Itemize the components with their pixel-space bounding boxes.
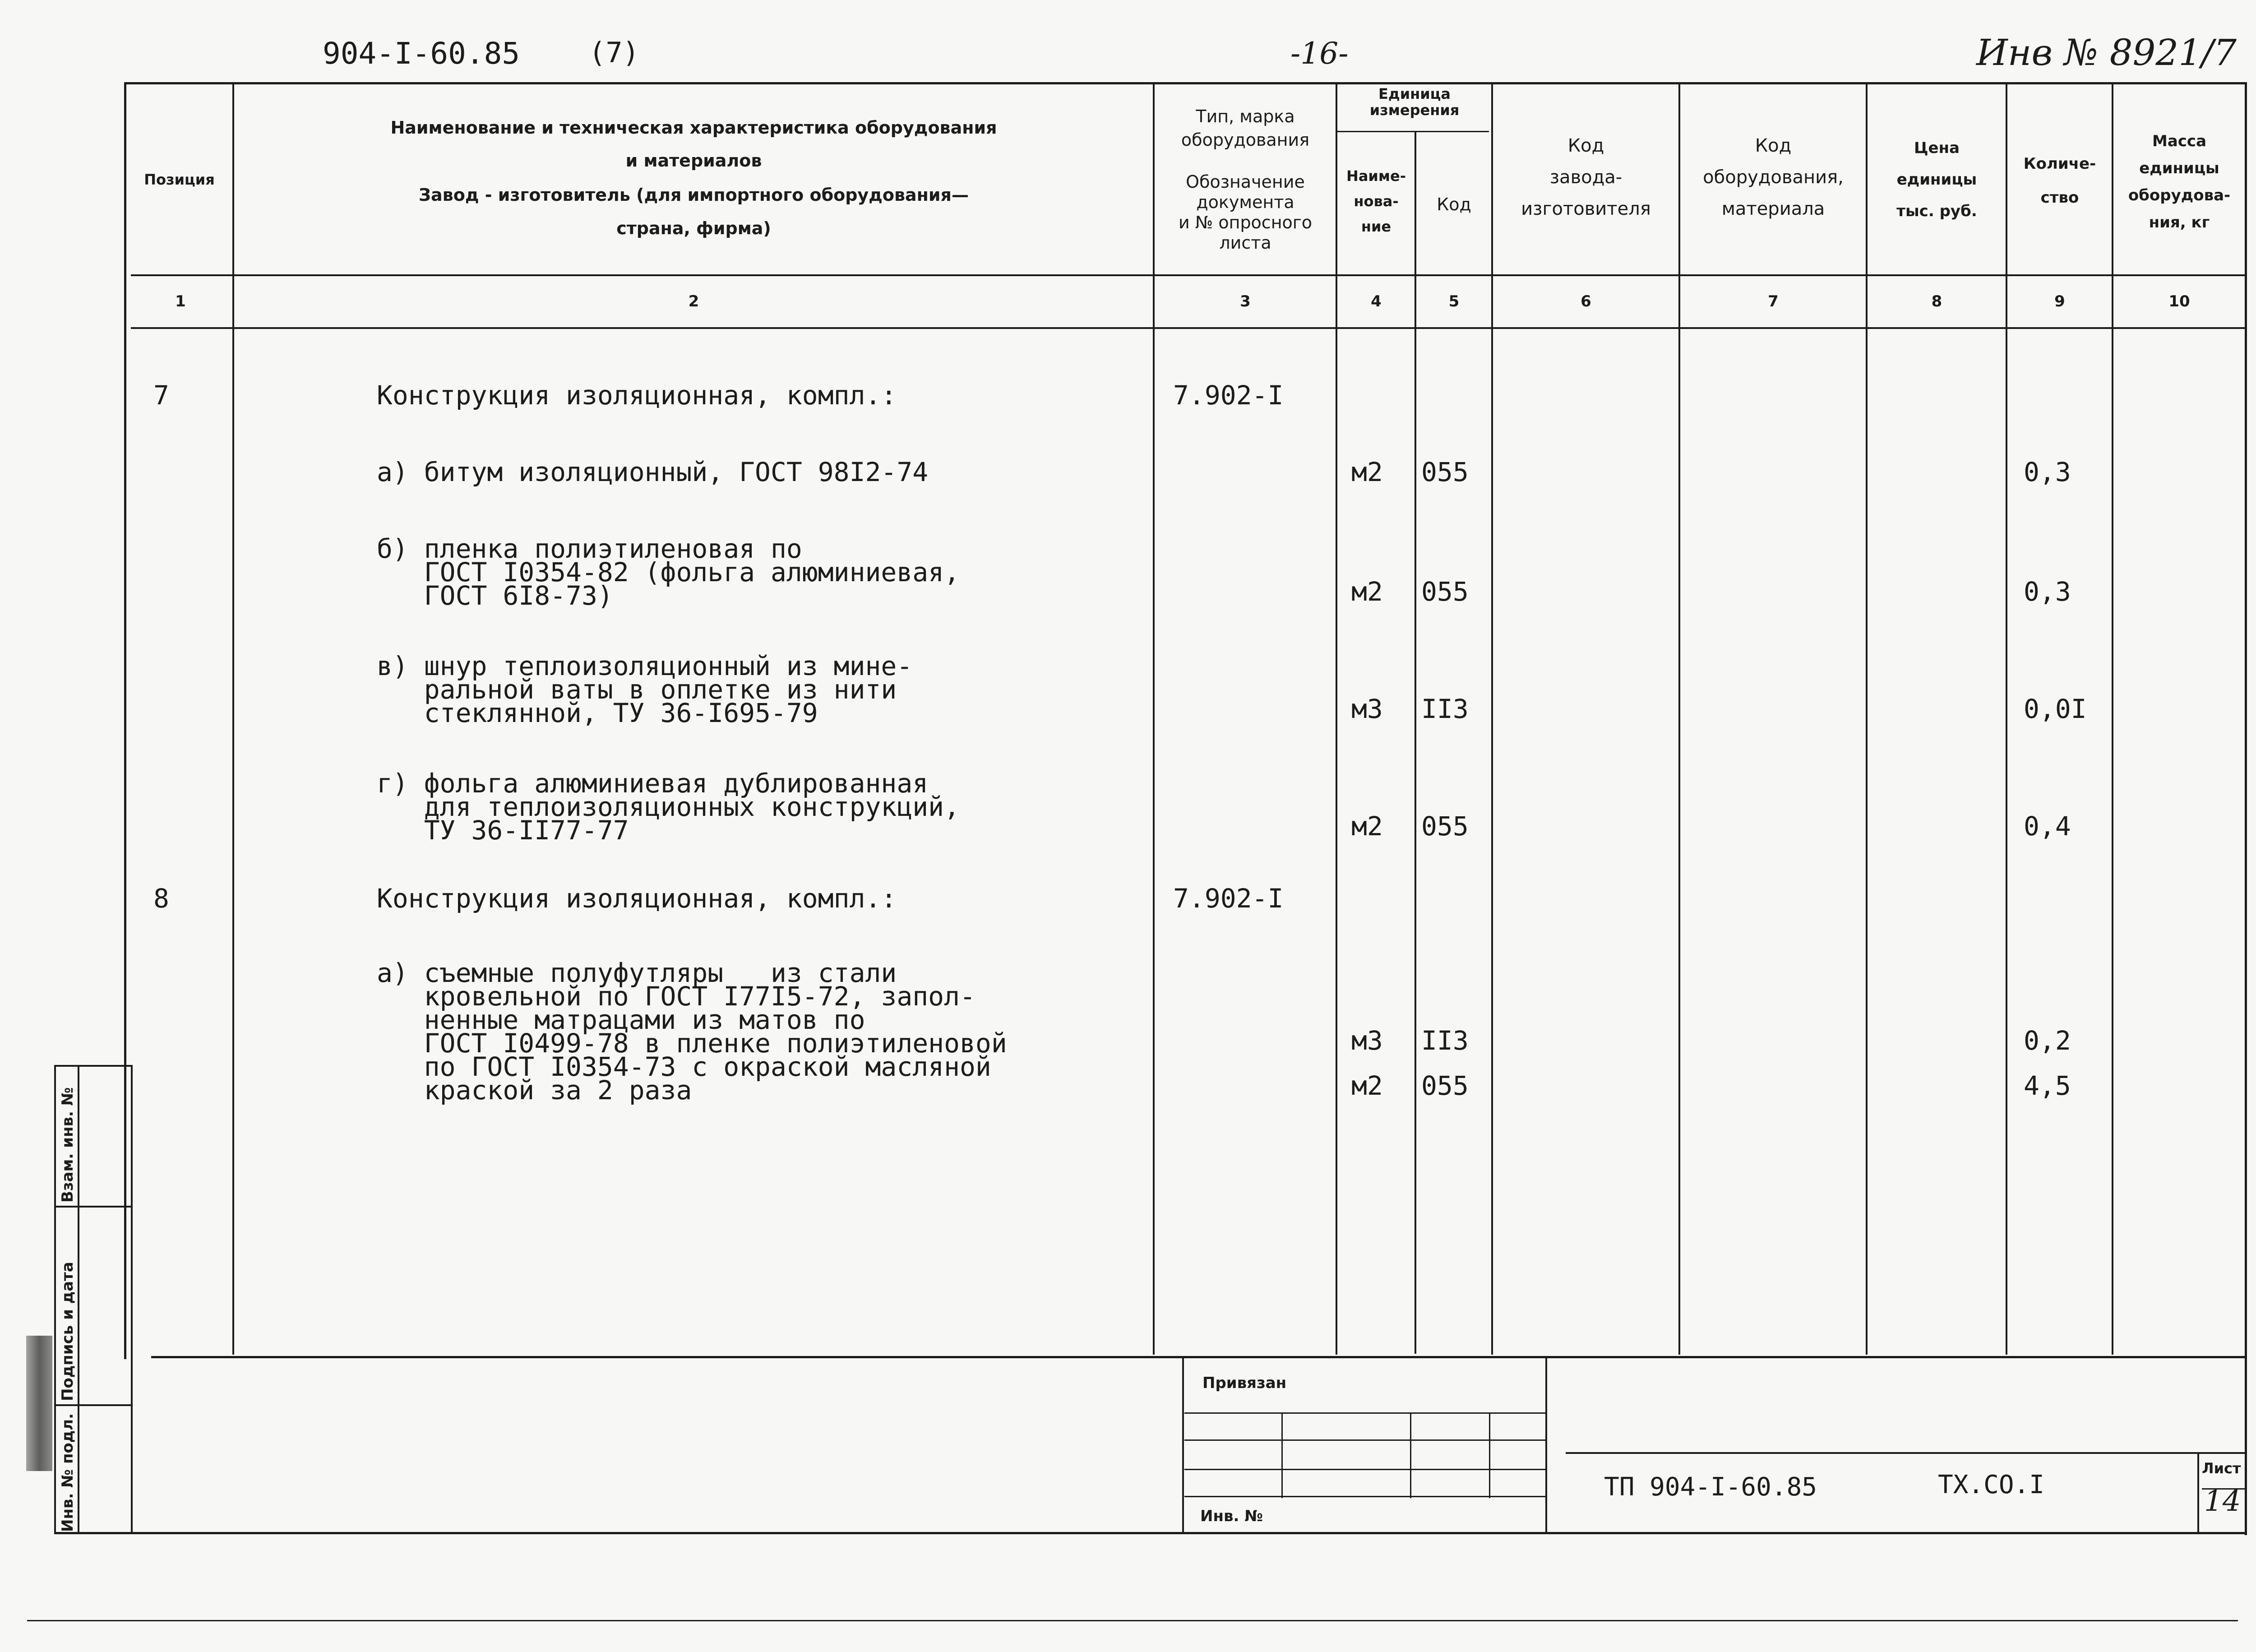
col2-header-line3: Завод - изготовитель (для импортного оборудования— (419, 185, 969, 205)
col-number: 1 (175, 292, 186, 310)
scan-smudge (26, 1336, 52, 1471)
col-number: 5 (1448, 292, 1460, 310)
col-number: 3 (1240, 292, 1251, 310)
row-name: в) шнур теплоизоляционный из мине- ральной ваты в оплетке из нити стеклянной, ТУ 36-I695-79 (377, 651, 913, 728)
col3-header-line3: Обозначение (1186, 172, 1305, 192)
row-qty: 0,0I (2024, 694, 2087, 724)
row-code: 055 (1421, 1070, 1469, 1101)
col10-header-line1: Масса (2152, 132, 2207, 150)
col4-header-line1: Наиме- (1346, 167, 1406, 185)
row-code: II3 (1421, 1025, 1469, 1056)
row-type: 7.902-I (1173, 883, 1284, 914)
col3-header-line1: Тип, марка (1196, 106, 1295, 126)
col3-header-line6: листа (1219, 233, 1271, 253)
col3-header-line4: документа (1196, 192, 1294, 212)
col4-header-line2: нова- (1354, 193, 1399, 210)
row-unit: м2 (1351, 576, 1383, 607)
row-name: Конструкция изоляционная, компл.: (377, 380, 897, 411)
sidebar-field-vzam-inv: Взам. инв. № (59, 1087, 77, 1203)
row-name: г) фольга алюминиевая дублированная для теплоизоляционных конструкций, ТУ 36-II77-77 (377, 768, 960, 846)
col2-header-line4: страна, фирма) (616, 218, 771, 238)
col-number: 10 (2168, 292, 2190, 310)
col-number: 8 (1931, 292, 1942, 310)
sidebar-field-signature-date: Подпись и дата (59, 1262, 77, 1401)
row-code: 055 (1421, 576, 1469, 607)
row-unit: м2 (1351, 457, 1383, 487)
stamp-title-code: ТП 904-I-60.85 (1604, 1472, 1817, 1502)
stamp-doc-mark: ТХ.СО.I (1938, 1470, 2045, 1499)
col-number: 2 (688, 292, 699, 310)
bound-label: Привязан (1202, 1374, 1287, 1392)
col3-header-line5: и № опросного (1178, 213, 1313, 232)
row-name: Конструкция изоляционная, компл.: (377, 883, 897, 914)
doc-code: 904-I-60.85 (323, 36, 520, 71)
col2-header-line2: и материалов (625, 151, 762, 171)
col8-header-line2: единицы (1896, 171, 1977, 189)
col9-header-line1: Количе- (2023, 155, 2096, 173)
col9-header-line2: ство (2040, 189, 2079, 207)
col10-header-line4: ния, кг (2149, 213, 2210, 231)
page-number: -16- (1290, 36, 1349, 71)
row-unit: м2 (1351, 1070, 1383, 1101)
row-qty: 0,4 (2024, 811, 2071, 842)
row-code: 055 (1421, 811, 1469, 842)
col6-header-line2: завода- (1549, 167, 1623, 188)
col5-header: Код (1437, 194, 1471, 214)
col1-header: Позиция (144, 171, 215, 188)
sidebar-field-inv-podl: Инв. № подл. (59, 1413, 77, 1532)
col-number: 6 (1581, 292, 1591, 310)
col2-header-line1: Наименование и техническая характеристика оборудования (390, 118, 997, 138)
row-type: 7.902-I (1173, 380, 1284, 411)
col6-header-line3: изготовителя (1521, 199, 1651, 219)
sheet-label: Лист (2202, 1460, 2241, 1477)
row-qty: 0,3 (2024, 457, 2071, 487)
inv-label: Инв. № (1200, 1507, 1263, 1525)
row-position: 7 (153, 380, 169, 411)
row-name: а) битум изоляционный, ГОСТ 98I2-74 (377, 457, 929, 487)
sheet-part: (7) (589, 36, 639, 69)
row-code: II3 (1421, 694, 1469, 724)
row-unit: м2 (1351, 811, 1383, 842)
row-qty: 4,5 (2024, 1070, 2071, 1101)
col-number: 7 (1768, 292, 1779, 310)
col10-header-line2: единицы (2139, 159, 2219, 177)
col7-header-line1: Код (1755, 135, 1792, 156)
unit-group-header-2: измерения (1369, 102, 1460, 119)
row-name: а) съемные полуфутляры из стали кровельной по ГОСТ I77I5-72, запол- ненные матрацами из матов по ГОСТ I0499-78 в пленке полиэтиленовой по ГОСТ I0354-73 с окраской масляной краской за 2 раза (377, 958, 1007, 1106)
col8-header-line3: тыс. руб. (1896, 202, 1977, 220)
col4-header-line3: ние (1361, 218, 1392, 235)
col7-header-line2: оборудования, (1703, 167, 1844, 188)
col7-header-line3: материала (1721, 199, 1825, 219)
row-qty: 0,2 (2024, 1025, 2071, 1056)
col-number: 4 (1371, 292, 1382, 310)
row-code: 055 (1421, 457, 1469, 487)
row-unit: м3 (1351, 694, 1383, 724)
row-unit: м3 (1351, 1025, 1383, 1056)
col3-header-line2: оборудования (1181, 130, 1310, 150)
col-number: 9 (2054, 292, 2065, 310)
col6-header-line1: Код (1567, 135, 1604, 156)
row-name: б) пленка полиэтиленовая по ГОСТ I0354-82 (фольга алюминиевая, ГОСТ 6I8-73) (377, 533, 960, 611)
row-qty: 0,3 (2024, 576, 2071, 607)
col10-header-line3: оборудова- (2128, 186, 2231, 204)
sheet-number: 14 (2204, 1485, 2241, 1518)
row-position: 8 (153, 883, 169, 914)
unit-group-header-1: Единица (1378, 85, 1451, 102)
col8-header-line1: Цена (1914, 139, 1960, 157)
inventory-number: Инв № 8921/7 (1976, 32, 2237, 74)
